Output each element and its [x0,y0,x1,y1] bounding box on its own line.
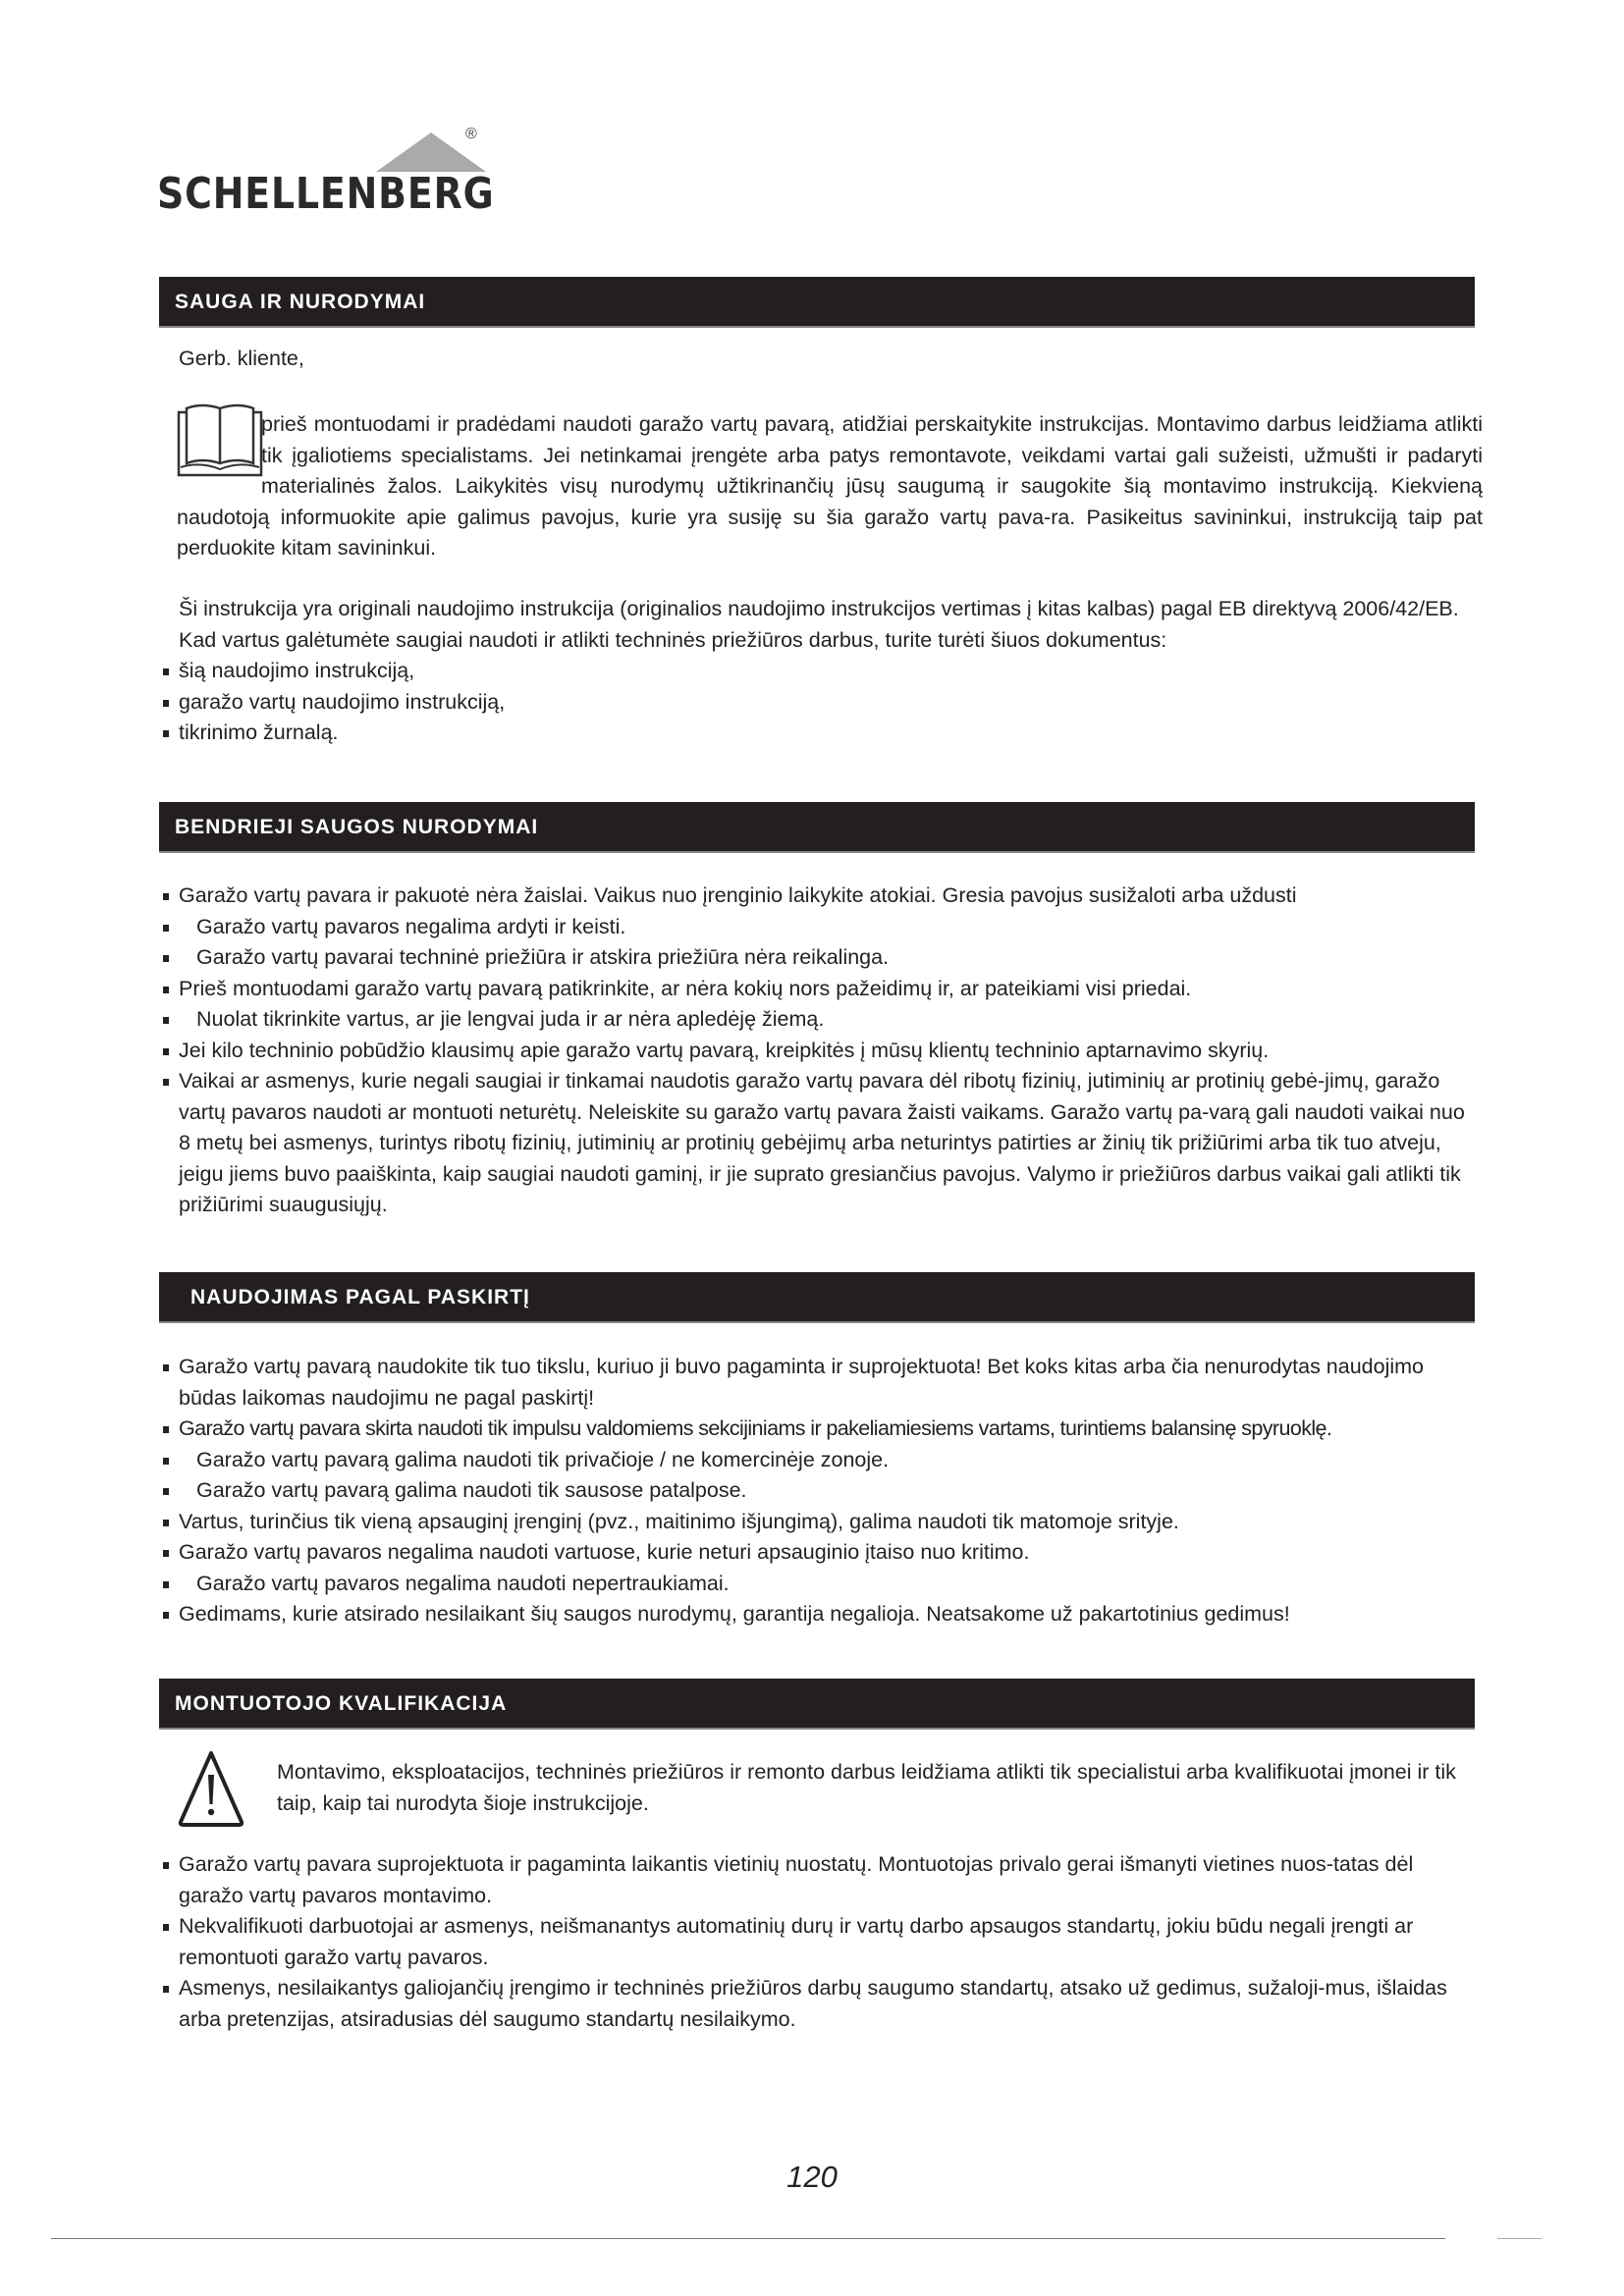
list-item: Vartus, turinčius tik vieną apsauginį įrenginį (pvz., maitinimo išjungimą), galima naudoti tik matomoje srityje. [165,1507,1481,1538]
list-item: tikrinimo žurnalą. [165,718,505,749]
page-number: 120 [786,2160,838,2194]
documents-list [165,656,505,749]
section-header-safety: SAUGA IR NURODYMAI [159,277,1475,328]
list-item: Jei kilo techninio pobūdžio klausimų apie garažo vartų pavarą, kreipkitės į mūsų klientų techninio aptarnavimo skyrių. [165,1036,1481,1067]
footer-divider [51,2238,1445,2239]
list-item: Garažo vartų pavarą naudokite tik tuo tikslu, kuriuo ji buvo pagaminta ir suprojektuota! Bet koks kitas arba čia nenurodytas naudojimo būdas laikomas naudojimu ne pagal paskirtį! [165,1352,1481,1414]
intro-paragraph [177,409,1483,564]
directive-paragraph: Ši instrukcija yra originali naudojimo instrukcija (originalios naudojimo instrukcijos vertimas į kitas kalbas) pagal EB direktyvą 2006/42/EB. Kad vartus galėtumėte saugiai naudoti ir atlikti techninės priežiūros darbus, turite turėti šiuos dokumentus: [179,597,1459,652]
section-header-general-safety: BENDRIEJI SAUGOS NURODYMAI [159,802,1475,853]
greeting: Gerb. kliente, [179,347,304,370]
list-item: Garažo vartų pavarą galima naudoti tik sausose patalpose. [165,1475,1481,1507]
installer-qualification-list [165,1849,1481,2035]
intended-use-list [165,1352,1481,1630]
list-item: garažo vartų naudojimo instrukciją, [165,687,505,719]
list-item: Asmenys, nesilaikantys galiojančių įrengimo ir techninės priežiūros darbų saugumo standartų, atsako už gedimus, sužaloji-mus, išlaidas arba pretenzijas, atsiradusias dėl saugumo standartų nesilaikymo. [165,1973,1481,2035]
logo-registered-mark: ® [465,126,477,142]
section-header-installer-qualification: MONTUOTOJO KVALIFIKACIJA [159,1679,1475,1730]
list-item: Garažo vartų pavara skirta naudoti tik impulsu valdomiems sekcijiniams ir pakeliamiesiems vartams, turintiems balansinę spyruoklę. [165,1414,1481,1445]
general-safety-list [165,881,1481,1221]
section-header-intended-use: NAUDOJIMAS PAGAL PASKIRTĮ [159,1272,1475,1323]
icon-spacer [177,409,261,500]
warning-text: Montavimo, eksploatacijos, techninės priežiūros ir remonto darbus leidžiama atlikti tik specialistui arba kvalifikuotai įmonei ir tik taip, kaip tai nurodyta šioje instrukcijoje. [277,1760,1456,1815]
list-item: Prieš montuodami garažo vartų pavarą patikrinkite, ar nėra kokių nors pažeidimų ir, ar pateikiami visi priedai. [165,974,1481,1005]
list-item: Garažo vartų pavaros negalima naudoti vartuose, kurie neturi apsauginio įtaiso nuo kritimo. [165,1537,1481,1569]
list-item: Garažo vartų pavara suprojektuota ir pagaminta laikantis vietinių nuostatų. Montuotojas privalo gerai išmanyti vietines nuos-tatas dėl garažo vartų pavaros montavimo. [165,1849,1481,1911]
list-item: Garažo vartų pavaros negalima naudoti nepertraukiamai. [165,1569,1481,1600]
warning-icon [177,1749,245,1828]
list-item: Nuolat tikrinkite vartus, ar jie lengvai juda ir ar nėra apledėję žiemą. [165,1004,1481,1036]
list-item: Garažo vartų pavarą galima naudoti tik privačioje / ne komercinėje zonoje. [165,1445,1481,1476]
list-item: Garažo vartų pavaros negalima ardyti ir keisti. [165,912,1481,943]
intro-text: prieš montuodami ir pradėdami naudoti garažo vartų pavarą, atidžiai perskaitykite instrukcijas. Montavimo darbus leidžiama atlikti tik įgaliotiems specialistams. Jei netinkamai įrengėte arba patys remontavote, veikdami vartai gali sužeisti, užmušti ir padaryti materialinės žalos. Laikykitės visų nurodymų užtikrinančių jūsų saugumą ir saugokite šią montavimo instrukciją. Kiekvieną naudotoją informuokite apie galimus pavojus, kurie yra susiję su šia garažo vartų pava-ra. Pasikeitus savininkui, instrukciją taip pat perduokite kitam savininkui. [177,412,1483,560]
list-item: šią naudojimo instrukciją, [165,656,505,687]
list-item: Garažo vartų pavarai techninė priežiūra ir atskira priežiūra nėra reikalinga. [165,942,1481,974]
logo: SCHELLENBERG [157,169,495,219]
list-item: Garažo vartų pavara ir pakuotė nėra žaislai. Vaikus nuo įrenginio laikykite atokiai. Gresia pavojus susižaloti arba uždusti [165,881,1481,912]
list-item: Vaikai ar asmenys, kurie negali saugiai ir tinkamai naudotis garažo vartų pavara dėl ribotų fizinių, jutiminių ar protinių gebė-jimų, garažo vartų pavaros naudoti ar montuoti neturėtų. Neleiskite su garažo vartų pavara žaisti vaikams. Garažo vartų pa-varą gali naudoti vaikai nuo 8 metų bei asmenys, turintys ribotų fizinių, jutiminių ar protinių gebėjimų arba neturintys patirties ar žinių tik prižiūrimi arba tik tuo atveju, jeigu jiems buvo paaiškinta, kaip saugiai naudoti gaminį, ir jie suprato gresiančius pavojus. Valymo ir priežiūros darbus vaikai gali atlikti tik prižiūrimi suaugusiųjų. [165,1066,1481,1221]
list-item: Gedimams, kurie atsirado nesilaikant šių saugos nurodymų, garantija negalioja. Neatsakome už pakartotinius gedimus! [165,1599,1481,1630]
footer-divider-end [1497,2238,1542,2239]
list-item: Nekvalifikuoti darbuotojai ar asmenys, neišmanantys automatinių durų ir vartų darbo apsaugos standartų, jokiu būdu negali įrengti ar remontuoti garažo vartų pavaros. [165,1911,1481,1973]
